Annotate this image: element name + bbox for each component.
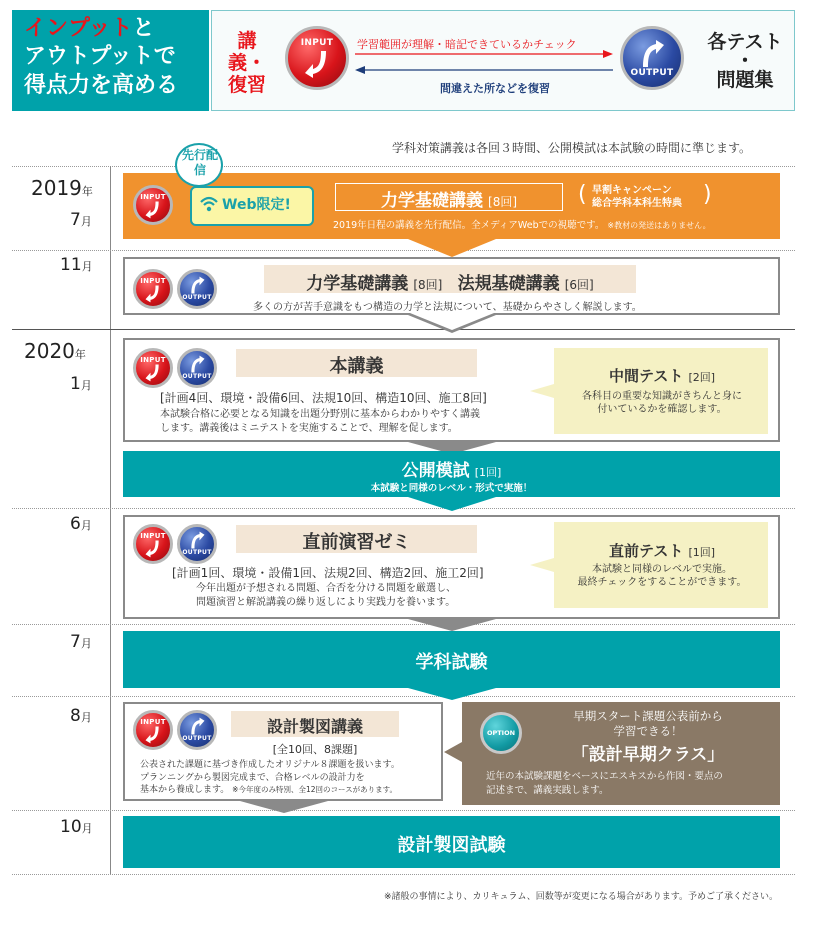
input-badge-large: INPUT: [285, 26, 349, 90]
rule-jul: [12, 624, 795, 625]
design-block-arrow: [240, 801, 328, 813]
arrow-up-icon: [187, 531, 207, 551]
final-test-title: 直前テスト [1回]: [608, 542, 716, 560]
written-exam-title: 学科試験: [415, 652, 488, 673]
disclaimer-note: ※諸般の事情により、カリキュラム、回数等が変更になる場合があります。予めご了承ください。: [384, 892, 779, 902]
paren-close: ): [703, 182, 712, 207]
paren-open: (: [578, 182, 587, 207]
seminar-breakdown: [計画1回、環境・設備1回、法規2回、構造2回、施工2回]: [172, 566, 484, 580]
output-badge: OUTPUT: [177, 710, 217, 750]
basics-desc: 多くの方が苦手意識をもつ構造の力学と法規について、基礎からやさしく解説します。: [253, 302, 642, 313]
month-jul-2019: 7月: [70, 210, 92, 230]
arrow-up-icon: [636, 39, 668, 71]
exam-block-arrow: [408, 688, 496, 700]
output-badge-large: OUTPUT: [620, 26, 684, 90]
output-badge: OUTPUT: [177, 348, 217, 388]
rule-jun: [12, 508, 795, 509]
year-2019: 2019年: [31, 176, 93, 200]
option-title: 「設計早期クラス」: [571, 745, 725, 765]
input-badge: INPUT: [133, 348, 173, 388]
main-title: 本講義: [329, 356, 384, 377]
seminar-desc: 今年出題が予想される問題、合否を分ける問題を厳選し、 問題演習と解説講義の繰り返しにより実践力を養います。: [196, 583, 456, 608]
drafting-exam-title: 設計製図試験: [397, 835, 506, 856]
tests-label: 各テスト ・ 問題集: [707, 31, 783, 91]
rule-oct: [12, 810, 795, 811]
timeline-axis: [110, 166, 111, 874]
web-desc: 2019年日程の講義を先行配信。全メディアWebでの視聴です。 ※教材の発送はありません。: [333, 220, 711, 231]
basics-title: 力学基礎講義 [8回] 法規基礎講義 [6回]: [306, 274, 594, 294]
input-badge: INPUT: [133, 524, 173, 564]
output-badge: OUTPUT: [177, 269, 217, 309]
rule-bottom: [12, 874, 795, 875]
option-lead: 早期スタート課題公表前から 学習できる！: [573, 709, 723, 738]
arrow-down-icon: [143, 538, 163, 558]
seminar-title: 直前演習ゼミ: [302, 532, 411, 553]
rule-2020: [12, 329, 795, 330]
review-note: 間違えた所などを復習: [440, 82, 550, 95]
input-badge: INPUT: [133, 710, 173, 750]
input-badge: INPUT: [133, 269, 173, 309]
month-oct: 10月: [60, 817, 93, 837]
output-badge: OUTPUT: [177, 524, 217, 564]
seminar-block-arrow: [408, 619, 496, 631]
rule-nov: [12, 250, 795, 251]
final-test-desc: 本試験と同様のレベルで実施。 最終チェックをすることができます。: [577, 564, 747, 588]
rule-aug: [12, 696, 795, 697]
header-title-line3: 得点力を高める: [24, 73, 179, 98]
month-jun: 6月: [70, 514, 92, 534]
mock-title: 公開模試 [1回]: [401, 461, 502, 481]
month-jan: 1月: [70, 374, 92, 394]
design-desc: 公表された課題に基づき作成したオリジナル８課題を扱います。 プランニングから製図完成まで、合格レベルの設計力を 基本から養成します。 ※今年度のみ特別、全12回のコースがあります。: [140, 760, 400, 795]
check-note: 学習範囲が理解・暗記できているかチェック: [357, 38, 577, 51]
arrow-down-icon: [143, 724, 163, 744]
arrow-up-icon: [187, 717, 207, 737]
cycle-arrows-icon: [355, 48, 613, 84]
web-block-arrow: [408, 239, 496, 257]
web-only-label: Web限定!: [222, 197, 291, 213]
option-desc: 近年の本試験課題をベースにエスキスから作図・要点の 記述まで、講義実践します。: [486, 771, 723, 796]
mock-desc: 本試験と同様のレベル・形式で実施！: [370, 483, 533, 494]
wifi-icon: [199, 195, 219, 213]
campaign-label: 早割キャンペーン 総合学科本科生特典: [592, 185, 682, 209]
month-aug: 8月: [70, 706, 92, 726]
web-title: 力学基礎講義 [8回]: [380, 191, 518, 211]
basics-block-arrow-fill: [410, 313, 494, 330]
design-title: 設計製図講義: [266, 717, 363, 736]
schedule-note: 学科対策講義は各回３時間、公開模試は本試験の時間に準じます。: [392, 141, 752, 155]
midterm-title: 中間テスト [2回]: [608, 367, 716, 385]
preview-bubble-text: 先行配信: [181, 148, 218, 177]
arrow-up-icon: [187, 355, 207, 375]
rule-top: [12, 166, 795, 167]
main-breakdown: [計画4回、環境・設備6回、法規10回、構造10回、施工8回]: [160, 391, 487, 405]
arrow-down-icon: [143, 199, 163, 219]
year-2020: 2020年: [24, 339, 86, 363]
arrow-up-icon: [187, 276, 207, 296]
design-count: [全10回、8課題]: [272, 743, 358, 756]
month-nov: 11月: [60, 255, 93, 275]
option-badge: OPTION: [480, 712, 522, 754]
arrow-down-icon: [143, 283, 163, 303]
input-badge: INPUT: [133, 185, 173, 225]
header-title-line2: アウトプットで: [24, 44, 176, 69]
main-desc: 本試験合格に必要となる知識を出題分野別に基本からわかりやすく講義 します。講義後はミニテストを実施することで、理解を促します。: [160, 409, 480, 434]
lecture-review-label: 講義・復習: [227, 30, 266, 96]
arrow-down-icon: [143, 362, 163, 382]
arrow-down-icon: [301, 47, 333, 79]
midterm-desc: 各科目の重要な知識がきちんと身に 付いているかを確認します。: [582, 391, 742, 415]
month-jul-2020: 7月: [70, 632, 92, 652]
mock-block-arrow: [408, 497, 496, 511]
header-title-line1: インプットと: [24, 16, 155, 41]
